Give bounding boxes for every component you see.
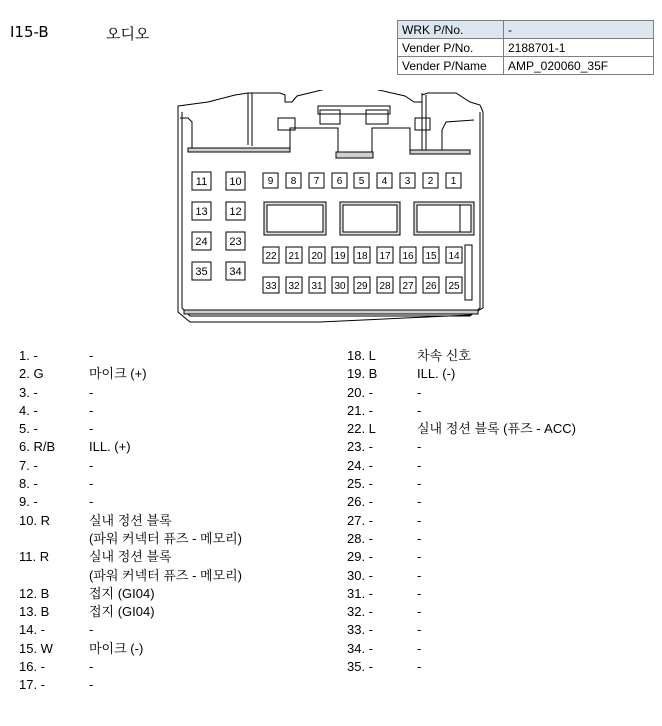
pin-row	[19, 347, 242, 365]
pin-row	[347, 384, 576, 402]
pin-number-color: 2. G	[19, 366, 44, 382]
pin-description: -	[417, 659, 422, 675]
pin-description: -	[417, 549, 422, 565]
part-info-value: -	[504, 21, 654, 39]
svg-text:25: 25	[448, 281, 460, 292]
part-info-row-vender-no	[398, 39, 654, 57]
pin-row	[347, 438, 576, 456]
pin-description: -	[417, 457, 422, 473]
pin-list-left	[19, 347, 242, 695]
pin-cavity-group-left	[192, 172, 245, 280]
pin-row	[19, 475, 242, 493]
pin-description: -	[417, 512, 422, 528]
svg-text:16: 16	[402, 251, 414, 262]
pin-number-color: 19. B	[347, 366, 378, 382]
pin-description: -	[89, 421, 94, 437]
pin-number-color: 26. -	[347, 494, 374, 510]
connector-name: 오디오	[106, 25, 150, 43]
pin-number-color: 34. -	[347, 640, 374, 656]
svg-text:23: 23	[229, 236, 242, 248]
svg-text:17: 17	[379, 251, 391, 262]
pin-description: 마이크 (+)	[89, 366, 147, 382]
pin-number-color: 6. R/B	[19, 439, 56, 455]
pin-description: -	[89, 384, 94, 400]
pin-row	[347, 402, 576, 420]
svg-text:10: 10	[229, 176, 242, 188]
pin-number-color: 5. -	[19, 421, 38, 437]
pin-row	[19, 658, 242, 676]
pin-row	[347, 640, 576, 658]
svg-text:2: 2	[427, 176, 434, 187]
svg-text:27: 27	[402, 281, 414, 292]
pin-list-right	[347, 347, 576, 676]
pin-row	[347, 585, 576, 603]
pin-description: 실내 정션 블록	[89, 512, 172, 528]
pin-number-color: 13. B	[19, 604, 50, 620]
pin-row	[347, 621, 576, 639]
pin-row	[19, 420, 242, 438]
pin-description: -	[89, 476, 94, 492]
pin-number-color: 24. -	[347, 457, 374, 473]
svg-text:32: 32	[288, 281, 300, 292]
svg-text:21: 21	[288, 251, 300, 262]
pin-row	[19, 585, 242, 603]
pin-description: -	[89, 659, 94, 675]
svg-text:26: 26	[425, 281, 437, 292]
pin-row	[347, 530, 576, 548]
part-info-label: Vender P/Name	[398, 57, 504, 75]
part-info-label: WRK P/No.	[398, 21, 504, 39]
svg-text:1: 1	[450, 176, 457, 187]
pin-cavity-row-top	[263, 173, 461, 188]
pin-description: -	[417, 622, 422, 638]
pin-description: -	[89, 677, 94, 693]
pin-description: -	[417, 530, 422, 546]
pin-row	[19, 365, 242, 383]
pin-number-color: 4. -	[19, 402, 38, 418]
pin-description: -	[89, 494, 94, 510]
svg-text:22: 22	[265, 251, 277, 262]
pin-cavity-row-middle	[263, 247, 462, 263]
pin-row	[347, 567, 576, 585]
part-info-row-wrk	[398, 21, 654, 39]
pin-description: -	[417, 439, 422, 455]
svg-text:19: 19	[334, 251, 346, 262]
pin-row	[19, 567, 242, 585]
pin-number-color: 30. -	[347, 567, 374, 583]
pin-number-color: 9. -	[19, 494, 38, 510]
pin-row	[19, 621, 242, 639]
pin-cavity-row-bottom	[263, 277, 462, 293]
pin-description: -	[417, 384, 422, 400]
svg-text:28: 28	[379, 281, 391, 292]
pin-row	[19, 402, 242, 420]
pin-row	[347, 420, 576, 438]
pin-row	[19, 548, 242, 566]
pin-description: -	[417, 494, 422, 510]
svg-text:35: 35	[195, 266, 208, 278]
pin-description: -	[417, 567, 422, 583]
pin-number-color: 15. W	[19, 640, 53, 656]
pin-number-color: 25. -	[347, 476, 374, 492]
pin-row	[347, 548, 576, 566]
pin-description: 접지 (GI04)	[89, 585, 155, 601]
pin-number-color: 32. -	[347, 604, 374, 620]
connector-diagram	[170, 90, 500, 330]
svg-text:29: 29	[356, 281, 368, 292]
svg-text:18: 18	[356, 251, 368, 262]
pin-number-color: 16. -	[19, 659, 46, 675]
pin-number-color	[19, 530, 89, 548]
svg-text:15: 15	[425, 251, 437, 262]
pin-row	[19, 438, 242, 456]
part-info-label: Vender P/No.	[398, 39, 504, 57]
pin-number-color: 3. -	[19, 384, 38, 400]
pin-description: 실내 정션 블록 (퓨즈 - ACC)	[417, 421, 576, 437]
pin-number-color: 20. -	[347, 384, 374, 400]
pin-number-color: 27. -	[347, 512, 374, 528]
pin-row	[347, 365, 576, 383]
pin-row	[19, 530, 242, 548]
part-info-value: 2188701-1	[504, 39, 654, 57]
pin-row	[347, 475, 576, 493]
pin-description: -	[417, 640, 422, 656]
svg-text:12: 12	[229, 206, 242, 218]
pin-number-color: 22. L	[347, 421, 376, 437]
pin-number-color: 1. -	[19, 348, 38, 363]
svg-text:33: 33	[265, 281, 277, 292]
pin-number-color: 35. -	[347, 659, 374, 675]
pin-description: -	[89, 402, 94, 418]
pin-row	[347, 493, 576, 511]
pin-row	[19, 603, 242, 621]
pin-number-color: 31. -	[347, 585, 374, 601]
pin-number-color: 17. -	[19, 677, 46, 693]
pin-description: -	[89, 348, 94, 363]
pin-description: 실내 정션 블록	[89, 549, 172, 565]
pin-description: ILL. (-)	[417, 366, 456, 382]
pin-row	[19, 384, 242, 402]
pin-number-color: 11. R	[19, 549, 50, 565]
pin-number-color: 33. -	[347, 622, 374, 638]
pin-number-color: 8. -	[19, 476, 38, 492]
svg-text:13: 13	[195, 206, 208, 218]
svg-text:30: 30	[334, 281, 346, 292]
pin-description: -	[89, 457, 94, 473]
pin-number-color: 29. -	[347, 549, 374, 565]
pin-description: -	[417, 604, 422, 620]
pin-description: ILL. (+)	[89, 439, 131, 455]
part-info-row-vender-name	[398, 57, 654, 75]
pin-row	[19, 457, 242, 475]
pin-number-color: 18. L	[347, 348, 376, 363]
pin-description: -	[89, 622, 94, 638]
pin-number-color: 28. -	[347, 530, 374, 546]
svg-text:31: 31	[311, 281, 323, 292]
pin-row	[347, 603, 576, 621]
svg-text:11: 11	[195, 176, 208, 188]
pin-number-color: 10. R	[19, 512, 51, 528]
svg-text:34: 34	[229, 266, 242, 278]
connector-id: I15-B	[10, 23, 49, 41]
pin-number-color	[19, 567, 89, 585]
pin-description: 접지 (GI04)	[89, 604, 155, 620]
pin-row	[19, 512, 242, 530]
svg-text:14: 14	[448, 251, 460, 262]
pin-number-color: 7. -	[19, 457, 38, 473]
svg-text:8: 8	[290, 176, 297, 187]
pin-row	[347, 658, 576, 676]
pin-description: 마이크 (-)	[89, 640, 144, 656]
pin-row	[347, 347, 576, 365]
part-info-table	[397, 20, 654, 75]
pin-description: (파워 커넥터 퓨즈 - 메모리)	[89, 567, 243, 583]
part-info-value: AMP_020060_35F	[504, 57, 654, 75]
pin-row	[347, 512, 576, 530]
pin-row	[347, 457, 576, 475]
pin-description: -	[417, 585, 422, 601]
pin-number-color: 23. -	[347, 439, 374, 455]
pin-number-color: 14. -	[19, 622, 46, 638]
svg-text:9: 9	[267, 176, 274, 187]
svg-text:3: 3	[404, 176, 411, 187]
pin-row	[19, 676, 242, 694]
pin-description: -	[417, 402, 422, 418]
pin-description: (파워 커넥터 퓨즈 - 메모리)	[89, 530, 243, 546]
svg-text:4: 4	[381, 176, 388, 187]
pin-row	[19, 640, 242, 658]
pin-description: 차속 신호	[417, 348, 471, 363]
svg-text:20: 20	[311, 251, 323, 262]
pin-description: -	[417, 476, 422, 492]
svg-text:5: 5	[358, 176, 365, 187]
pin-number-color: 12. B	[19, 585, 50, 601]
pin-row	[19, 493, 242, 511]
pin-number-color: 21. -	[347, 402, 374, 418]
svg-text:24: 24	[195, 236, 208, 248]
svg-text:6: 6	[336, 176, 343, 187]
svg-text:7: 7	[313, 176, 320, 187]
